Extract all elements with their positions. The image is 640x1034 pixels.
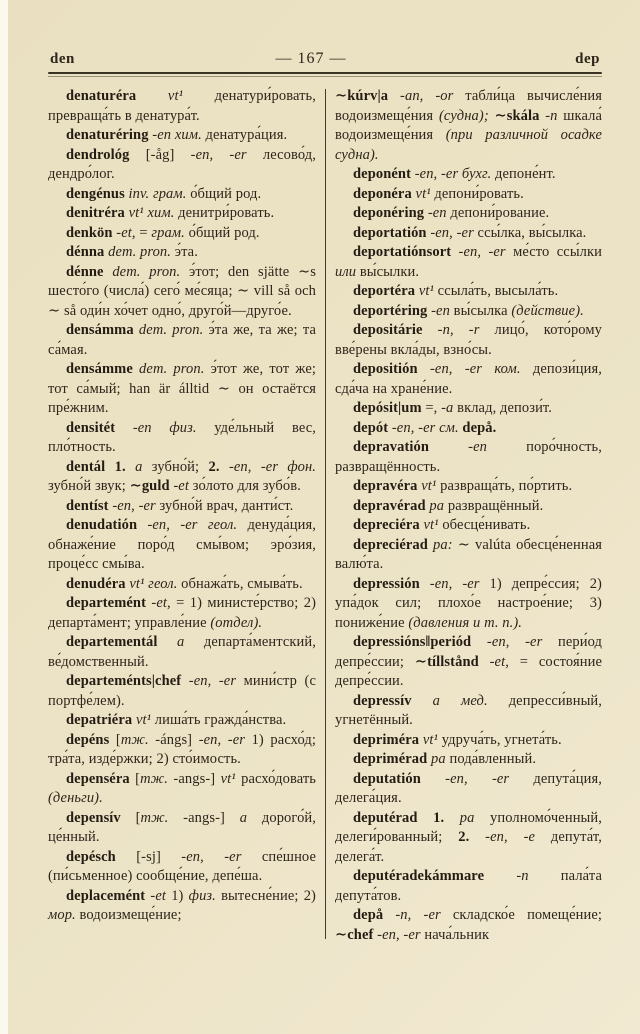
definition-text: 1)	[166, 887, 184, 904]
definition-text: обнажа́ть, смыва́ть.	[177, 575, 303, 592]
dictionary-entry	[335, 867, 602, 906]
definition-text: 1) расхо́д; тра́та, изде́ржки; 2) сто́имость.	[48, 731, 317, 767]
headword-or-bold-text: depésch	[66, 848, 116, 865]
definition-text: [	[109, 731, 121, 748]
grammar-label: (при различной осадке судна).	[335, 127, 602, 163]
grammar-label: -en	[427, 302, 450, 319]
dictionary-entry	[335, 692, 602, 731]
headword-or-bold-text: denudatión	[66, 517, 138, 533]
definition-text: лиша́ть гражда́нства.	[151, 712, 287, 728]
grammar-label: -en, -er	[174, 146, 247, 163]
grammar-label: -en, -er ком.	[417, 361, 521, 377]
dictionary-entry	[335, 224, 602, 244]
dictionary-entry	[335, 477, 602, 497]
column-divider	[325, 89, 326, 939]
grammar-label: pa	[427, 751, 446, 767]
grammar-label: мор.	[48, 907, 76, 923]
headword-or-bold-text: densámme	[66, 361, 133, 377]
dictionary-entry	[335, 438, 602, 477]
grammar-label: -an, -or	[388, 88, 454, 104]
dictionary-entry	[335, 243, 602, 282]
grammar-label: грам.	[147, 224, 185, 241]
grammar-label: -n	[484, 868, 529, 884]
grammar-label: dem. pron.	[132, 361, 205, 377]
dictionary-entry	[335, 731, 602, 751]
headword-or-bold-text: depravéra	[353, 478, 418, 494]
dictionary-entry	[335, 282, 602, 302]
definition-text: -ángs]	[148, 731, 193, 748]
definition-text: -angs-]	[168, 809, 225, 826]
grammar-label: inv. грам.	[124, 185, 187, 202]
dictionary-entry	[335, 575, 602, 634]
grammar-label: a мед.	[411, 692, 488, 709]
definition-text: денатура́ция.	[201, 127, 288, 143]
headword-or-bold-text: dentál 1.	[66, 458, 126, 475]
dictionary-entry	[48, 146, 316, 185]
definition-text: [-sj]	[115, 848, 161, 865]
headword-or-bold-text: deportéring	[353, 302, 428, 319]
grammar-label: -et	[169, 478, 189, 494]
headword-or-bold-text: depenséra	[66, 770, 130, 787]
headword-or-bold-text: depressións‖periód	[353, 634, 472, 650]
header-right-guideword: dep	[575, 51, 600, 67]
definition-text: ∼ valúta обесце́ненная валю́та.	[335, 536, 602, 572]
header-page-number: — 167 —	[275, 50, 347, 67]
dictionary-entry	[48, 594, 316, 633]
headword-or-bold-text: depót	[353, 419, 389, 436]
definition-text: зубно́й;	[142, 458, 200, 475]
headword-or-bold-text: 2.	[442, 829, 470, 845]
dictionary-entry	[48, 321, 316, 360]
grammar-label: vt¹	[411, 185, 431, 202]
definition-text: =,	[421, 400, 438, 416]
dictionary-entry	[335, 185, 602, 205]
headword-or-bold-text: depatriéra	[66, 712, 133, 728]
headword-or-bold-text: denaturéring	[66, 127, 149, 143]
headword-or-bold-text: depressív	[353, 692, 412, 709]
header-rule-thin	[48, 76, 602, 77]
headword-or-bold-text: 2.	[199, 458, 220, 475]
headword-or-bold-text: denitréra	[66, 205, 125, 221]
headword-or-bold-text: deponént	[353, 166, 412, 182]
dictionary-entry	[335, 516, 602, 536]
headword-or-bold-text: ∼tíllstånd	[404, 653, 479, 670]
dictionary-entry	[335, 302, 602, 322]
grammar-label: -en, -er	[451, 244, 506, 260]
grammar-label: -et,	[146, 595, 171, 611]
definition-text: денитри́ровать.	[174, 205, 275, 221]
headword-or-bold-text: depósit|um	[353, 400, 422, 416]
definition-text: депоне́нт.	[491, 166, 556, 182]
definition-text: -angs-]	[167, 770, 216, 787]
grammar-label: -en	[429, 439, 487, 455]
headword-or-bold-text: ∼chef	[335, 926, 374, 943]
headword-or-bold-text: dénna	[66, 244, 105, 260]
dictionary-entry	[48, 224, 316, 244]
definition-text: ссыла́ть, высыла́ть.	[433, 283, 559, 299]
headword-or-bold-text: depriméra	[353, 731, 420, 748]
definition-text: развращённый.	[444, 497, 544, 514]
grammar-label: -en физ.	[115, 419, 197, 436]
definition-text: депута́т, делега́т.	[335, 829, 602, 865]
grammar-label: -en, -er	[426, 224, 474, 241]
dictionary-entry	[48, 243, 316, 263]
definition-text: денатури́ровать, превраща́ть в денатура́т.	[48, 88, 316, 124]
grammar-label: vt¹	[215, 770, 236, 787]
headword-or-bold-text: dengénus	[66, 185, 125, 202]
headword-or-bold-text: densitét	[66, 419, 116, 436]
headword-or-bold-text: deportatiónsort	[353, 244, 452, 260]
definition-text: 1) депре́ссия; 2) упа́док сил; плохо́е настрое́ние; 3) пониже́ние	[335, 575, 602, 631]
grammar-label: -et,	[478, 653, 509, 670]
grammar-label: физ.	[183, 887, 216, 904]
grammar-label: -n, -r	[422, 322, 480, 338]
definition-text: [-åg]	[129, 146, 175, 163]
dictionary-entry	[335, 204, 602, 224]
definition-text: лесово́д, дендро́лог.	[48, 146, 317, 182]
grammar-label: dem. pron.	[103, 263, 181, 280]
grammar-label: -en, -er	[192, 731, 246, 748]
dictionary-entry	[48, 516, 316, 575]
definition-text: департа́ментский, ве́домственный.	[48, 634, 317, 670]
dictionary-entry	[48, 126, 316, 146]
dictionary-entry	[335, 906, 602, 945]
headword-or-bold-text: depreciérad	[353, 536, 428, 553]
grammar-label: -en, -er фон.	[219, 458, 316, 475]
grammar-label: -et	[145, 887, 167, 904]
definition-text: депози́ция, сда́ча на хране́ние.	[335, 361, 602, 397]
dictionary-entry	[48, 360, 316, 419]
definition-text: пала́та депута́тов.	[335, 868, 602, 904]
grammar-label: dem. pron.	[104, 244, 172, 260]
definition-text: денуда́ция, обнаже́ние поро́д смы́вом; эро́зия, проце́сс смы́ва.	[48, 517, 316, 572]
definition-text: э́та же, та же; та са́мая.	[48, 322, 316, 358]
grammar-label: (деньги).	[48, 790, 103, 806]
grammar-label: -en, -er	[471, 634, 543, 650]
definition-text: зо́лото для зубо́в.	[188, 478, 301, 494]
headword-or-bold-text: dénne	[66, 263, 104, 280]
dictionary-entry	[48, 185, 316, 205]
grammar-label: -en, -er	[181, 673, 237, 689]
headword-or-bold-text: denaturéra	[66, 88, 137, 104]
dictionary-entry	[335, 360, 602, 399]
grammar-label: vt¹	[419, 731, 438, 748]
headword-or-bold-text: depravatión	[353, 439, 430, 455]
definition-text: = 1) министе́рство; 2) департа́мент; управле́ние	[48, 595, 317, 631]
grammar-label: vt¹	[415, 283, 434, 299]
dictionary-entry	[48, 87, 316, 126]
right-column	[335, 87, 602, 945]
dictionary-entry	[48, 263, 316, 322]
grammar-label: a	[125, 458, 143, 475]
headword-or-bold-text: departemént	[66, 595, 147, 611]
definition-text: уде́льный вес, пло́тность.	[48, 419, 316, 455]
dictionary-entry	[48, 204, 316, 224]
dictionary-entry	[48, 458, 316, 497]
grammar-label: a	[157, 634, 185, 650]
grammar-label: -en, -er	[108, 497, 156, 514]
grammar-label: -en, -er геол.	[137, 517, 238, 533]
grammar-label: -en, -e	[469, 829, 536, 845]
grammar-label: -en, -er	[160, 848, 242, 865]
headword-or-bold-text: ∼guld	[125, 478, 170, 494]
headword-or-bold-text: ∼skála	[488, 107, 540, 124]
grammar-label: -n, -er	[383, 907, 441, 923]
grammar-label: vt¹	[136, 88, 184, 104]
grammar-label: pa:	[427, 536, 453, 553]
grammar-label: (давления и т. п.).	[404, 614, 523, 631]
grammar-label: (судна);	[433, 107, 489, 124]
headword-or-bold-text: deputérad 1.	[353, 809, 445, 826]
headword-or-bold-text: depravérad	[353, 497, 426, 514]
grammar-label: vt¹	[132, 712, 152, 728]
grammar-label: -en, -er	[373, 926, 421, 943]
definition-text: нача́льник	[420, 926, 490, 943]
definition-text: [	[120, 809, 141, 826]
definition-text: пода́вленный.	[445, 751, 537, 767]
dictionary-entry	[335, 87, 602, 165]
headword-or-bold-text: deportéra	[353, 283, 416, 299]
grammar-label: или	[335, 263, 357, 280]
definition-text: ссы́лка, вы́сылка.	[473, 224, 587, 241]
definition-text: о́бщий род.	[186, 185, 262, 202]
definition-text: депута́ция, делега́ция.	[335, 770, 602, 806]
grammar-label: -n	[539, 107, 558, 124]
text-columns	[48, 87, 602, 945]
headword-or-bold-text: departementál	[66, 634, 158, 650]
headword-or-bold-text: denudéra	[66, 575, 126, 592]
headword-or-bold-text: depå	[353, 907, 384, 923]
grammar-label: pa	[425, 497, 445, 514]
headword-or-bold-text: dendrológ	[66, 146, 130, 163]
headword-or-bold-text: deportatión	[353, 224, 427, 241]
dictionary-entry	[48, 711, 316, 731]
definition-text: обесце́нивать.	[438, 517, 531, 533]
left-column	[48, 87, 316, 945]
grammar-label: vt¹ хим.	[124, 205, 175, 221]
definition-text: вклад, депози́т.	[453, 400, 553, 416]
definition-text: э́тот; den sjätte ∼s шесто́го (числа́) сего́ ме́сяца; ∼ vill så och ∼ så оди́н хо́чет одно́, друго́й—друго́е.	[48, 263, 316, 319]
dictionary-entry	[335, 165, 602, 185]
headword-or-bold-text: depreciéra	[353, 517, 420, 533]
headword-or-bold-text: dentíst	[66, 497, 109, 514]
definition-text: депони́ровать.	[430, 185, 524, 202]
definition-text: развраща́ть, по́ртить.	[436, 478, 573, 494]
definition-text: о́бщий род.	[184, 224, 260, 241]
dictionary-entry	[335, 497, 602, 517]
headword-or-bold-text: depositárie	[353, 322, 423, 338]
definition-text: вытесне́ние; 2)	[215, 887, 316, 904]
dictionary-entry	[335, 321, 602, 360]
headword-or-bold-text: deputatión	[353, 770, 421, 787]
grammar-label: -en хим.	[148, 127, 202, 143]
grammar-label: -a	[437, 400, 454, 416]
dictionary-entry	[335, 770, 602, 809]
dictionary-entry	[335, 419, 602, 439]
headword-or-bold-text: deplacemént	[66, 887, 146, 904]
grammar-label: тж.	[140, 809, 169, 826]
headword-or-bold-text: deponéring	[353, 205, 425, 221]
headword-or-bold-text: depå.	[458, 419, 497, 436]
definition-text: табли́ца вычисле́ния водоизмеще́ния	[335, 88, 602, 124]
headword-or-bold-text: ∼kúrv|a	[335, 88, 389, 104]
headword-or-bold-text: departeménts|chef	[66, 673, 182, 689]
dictionary-entry	[48, 672, 316, 711]
definition-text: водоизмеще́ние;	[75, 907, 182, 923]
headword-or-bold-text: densámma	[66, 322, 134, 338]
definition-text: ме́сто ссы́лки	[505, 244, 603, 260]
definition-text: складско́е помеще́ние;	[440, 907, 602, 923]
grammar-label: pa	[444, 809, 475, 826]
definition-text: депресси́вный, угнетённый.	[335, 692, 602, 728]
headword-or-bold-text: depressión	[353, 575, 420, 592]
header-left-guideword: den	[50, 51, 75, 67]
headword-or-bold-text: deponéra	[353, 185, 412, 202]
definition-text: расхо́довать	[235, 770, 317, 787]
dictionary-entry	[335, 750, 602, 770]
definition-text: депони́рование.	[446, 205, 550, 221]
dictionary-entry	[48, 419, 316, 458]
grammar-label: -en, -er см.	[388, 419, 459, 436]
definition-text: э́тот же, тот же; тот са́мый; han är álltid ∼ он остаётся пре́жним.	[48, 361, 316, 416]
dictionary-entry	[335, 536, 602, 575]
dictionary-entry	[48, 633, 316, 672]
grammar-label: -et,	[112, 224, 136, 241]
definition-text: зубно́й звук;	[48, 478, 126, 494]
definition-text: э́та.	[171, 244, 198, 260]
grammar-label: (действие).	[507, 302, 584, 319]
dictionary-page	[8, 0, 640, 1034]
dictionary-entry	[48, 809, 316, 848]
dictionary-entry	[48, 887, 316, 926]
definition-text: дорого́й, це́нный.	[48, 809, 317, 845]
definition-text: спе́шное (пи́сьменное) сообще́ние, депе́ша.	[48, 848, 316, 884]
page-header	[48, 50, 602, 68]
grammar-label: vt¹	[417, 478, 437, 494]
grammar-label: тж.	[120, 731, 149, 748]
dictionary-entry	[48, 770, 316, 809]
definition-text: лицо́, кото́рому вве́рены вкла́ды, взно́сы.	[335, 322, 602, 358]
dictionary-entry	[335, 633, 602, 692]
definition-text: = состоя́ние депре́ссии.	[335, 653, 603, 689]
dictionary-entry	[48, 497, 316, 517]
grammar-label: -en	[424, 205, 447, 221]
headword-or-bold-text: denkön	[66, 224, 113, 241]
dictionary-entry	[48, 731, 316, 770]
definition-text: мини́стр (с портфе́лем).	[48, 673, 316, 709]
definition-text: вы́сылки.	[356, 263, 420, 280]
dictionary-entry	[48, 575, 316, 595]
headword-or-bold-text: depensív	[66, 809, 121, 826]
definition-text: шкала́ водоизмеще́ния	[335, 107, 602, 143]
grammar-label: -en, -er	[419, 575, 480, 592]
headword-or-bold-text: deprimérad	[353, 751, 428, 767]
definition-text: =	[135, 224, 148, 241]
headword-or-bold-text: deputéradekámmare	[353, 868, 485, 884]
grammar-label: a	[224, 809, 248, 826]
dictionary-entry	[335, 809, 602, 868]
grammar-label: vt¹	[419, 517, 439, 533]
grammar-label: тж.	[140, 770, 168, 787]
definition-text: пери́од депре́ссии;	[335, 634, 602, 670]
header-rule-thick	[48, 72, 602, 74]
headword-or-bold-text: depéns	[66, 731, 110, 748]
dictionary-entry	[48, 848, 316, 887]
grammar-label: (отдел).	[206, 614, 263, 631]
grammar-label: -en, -er	[420, 770, 510, 787]
definition-text: поро́чность, развращённость.	[335, 439, 602, 475]
definition-text: зубно́й врач, данти́ст.	[155, 497, 294, 514]
definition-text: уполномо́ченный, делеги́рованный;	[335, 809, 602, 845]
definition-text: вы́сылка	[449, 302, 508, 319]
dictionary-entry	[335, 399, 602, 419]
definition-text: [	[129, 770, 141, 787]
definition-text: удруча́ть, угнета́ть.	[437, 731, 562, 748]
grammar-label: vt¹ геол.	[125, 575, 178, 592]
grammar-label: -en, -er бухг.	[411, 166, 492, 182]
grammar-label: dem. pron.	[133, 322, 204, 338]
headword-or-bold-text: depositión	[353, 361, 418, 377]
